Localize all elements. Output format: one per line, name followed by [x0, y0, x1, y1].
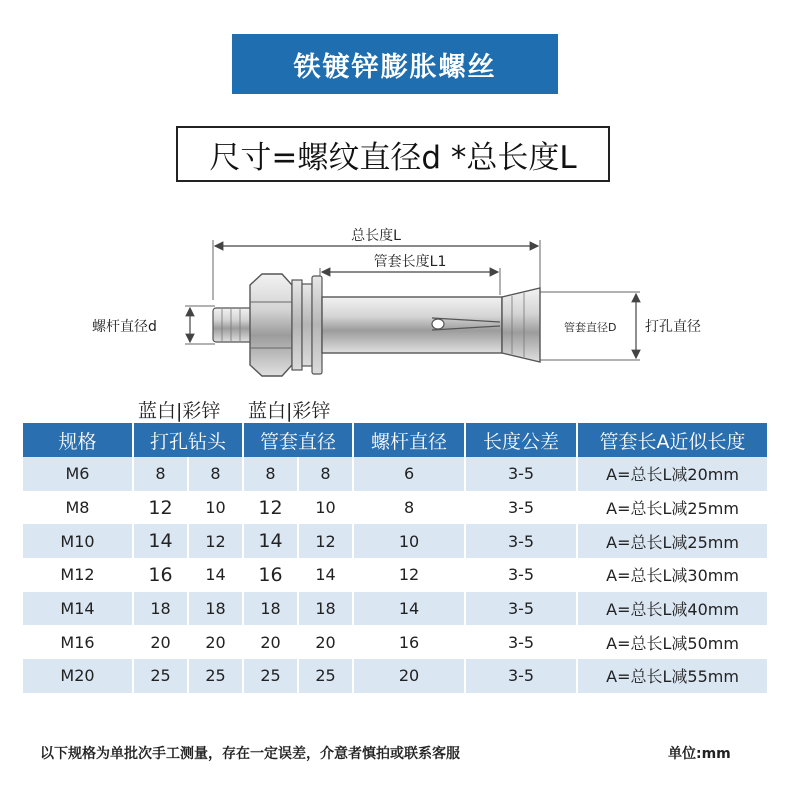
cell-sleeve-blue: 20 [243, 625, 298, 659]
table-row [23, 558, 767, 592]
cell-tolerance: 3-5 [465, 558, 577, 592]
cell-tolerance: 3-5 [465, 491, 577, 525]
cell-spec: M16 [23, 625, 133, 659]
sleeve-length-label: 管套长度L1 [373, 254, 447, 270]
table-row [23, 625, 767, 659]
cell-a-length: A=总长L减25mm [577, 524, 767, 558]
bolt-thread [213, 308, 253, 342]
cell-sleeve-blue: 14 [243, 524, 298, 558]
cell-drill-blue: 14 [133, 524, 188, 558]
cell-drill-color: 18 [188, 592, 243, 626]
cell-tolerance: 3-5 [465, 524, 577, 558]
cell-drill-blue: 8 [133, 457, 188, 491]
unit-label: 单位:mm [668, 746, 731, 762]
sleeve-diameter-label: 管套直径D [564, 321, 617, 334]
table-header-row [23, 423, 767, 457]
table-row [23, 457, 767, 491]
total-length-label: 总长度L [351, 228, 401, 244]
size-formula: 尺寸=螺纹直径d *总长度L [209, 139, 577, 176]
cell-tolerance: 3-5 [465, 592, 577, 626]
cell-spec: M14 [23, 592, 133, 626]
drill-subheader: 蓝白|彩锌 [138, 400, 221, 422]
cell-a-length: A=总长L减30mm [577, 558, 767, 592]
cell-spec: M6 [23, 457, 133, 491]
cell-bolt: 6 [353, 457, 465, 491]
cell-bolt: 20 [353, 659, 465, 693]
table-row [23, 659, 767, 693]
cell-sleeve-blue: 25 [243, 659, 298, 693]
cell-drill-blue: 18 [133, 592, 188, 626]
cell-tolerance: 3-5 [465, 625, 577, 659]
cone-nut [502, 288, 540, 362]
cell-sleeve-color: 14 [298, 558, 353, 592]
cell-sleeve-color: 25 [298, 659, 353, 693]
header-bolt-diameter: 螺杆直径 [353, 423, 465, 457]
table-row [23, 524, 767, 558]
cell-a-length: A=总长L减20mm [577, 457, 767, 491]
cell-drill-blue: 20 [133, 625, 188, 659]
measurement-disclaimer: 以下规格为单批次手工测量，存在一定误差，介意者慎拍或联系客服 [40, 746, 460, 762]
cell-a-length: A=总长L减50mm [577, 625, 767, 659]
cell-sleeve-blue: 18 [243, 592, 298, 626]
cell-drill-blue: 16 [133, 558, 188, 592]
cell-drill-color: 10 [188, 491, 243, 525]
sleeve-length-dimension [320, 253, 500, 300]
cell-drill-blue: 25 [133, 659, 188, 693]
cell-drill-color: 20 [188, 625, 243, 659]
hole-diameter-dimension [540, 292, 701, 360]
bolt-diameter-label: 螺杆直径d [92, 319, 157, 335]
cell-tolerance: 3-5 [465, 457, 577, 491]
spec-table [23, 423, 767, 693]
cell-drill-color: 14 [188, 558, 243, 592]
cell-bolt: 12 [353, 558, 465, 592]
cell-sleeve-blue: 16 [243, 558, 298, 592]
hole-diameter-label: 打孔直径 [645, 319, 701, 335]
cell-bolt: 16 [353, 625, 465, 659]
cell-drill-color: 12 [188, 524, 243, 558]
cell-sleeve-blue: 8 [243, 457, 298, 491]
expansion-sleeve [322, 297, 502, 353]
cell-sleeve-color: 18 [298, 592, 353, 626]
sleeve-subheader: 蓝白|彩锌 [248, 400, 331, 422]
cell-bolt: 10 [353, 524, 465, 558]
cell-a-length: A=总长L减55mm [577, 659, 767, 693]
cell-sleeve-color: 10 [298, 491, 353, 525]
header-spec: 规格 [23, 423, 133, 457]
cell-drill-blue: 12 [133, 491, 188, 525]
hex-nut [250, 274, 292, 376]
cell-sleeve-blue: 12 [243, 491, 298, 525]
cell-sleeve-color: 20 [298, 625, 353, 659]
bolt-diameter-dimension [92, 306, 215, 344]
cell-drill-color: 25 [188, 659, 243, 693]
product-title: 铁镀锌膨胀螺丝 [293, 51, 497, 83]
cell-a-length: A=总长L减25mm [577, 491, 767, 525]
header-length-tolerance: 长度公差 [465, 423, 577, 457]
table-row [23, 491, 767, 525]
cell-sleeve-color: 12 [298, 524, 353, 558]
cell-bolt: 14 [353, 592, 465, 626]
cell-a-length: A=总长L减40mm [577, 592, 767, 626]
header-sleeve-diameter: 管套直径 [243, 423, 353, 457]
cell-spec: M8 [23, 491, 133, 525]
cell-spec: M10 [23, 524, 133, 558]
cell-tolerance: 3-5 [465, 659, 577, 693]
header-drill: 打孔钻头 [133, 423, 243, 457]
cell-bolt: 8 [353, 491, 465, 525]
header-sleeve-length: 管套长A近似长度 [577, 423, 767, 457]
cell-spec: M12 [23, 558, 133, 592]
cell-spec: M20 [23, 659, 133, 693]
washers [292, 276, 322, 374]
cell-sleeve-color: 8 [298, 457, 353, 491]
cell-drill-color: 8 [188, 457, 243, 491]
table-row [23, 592, 767, 626]
